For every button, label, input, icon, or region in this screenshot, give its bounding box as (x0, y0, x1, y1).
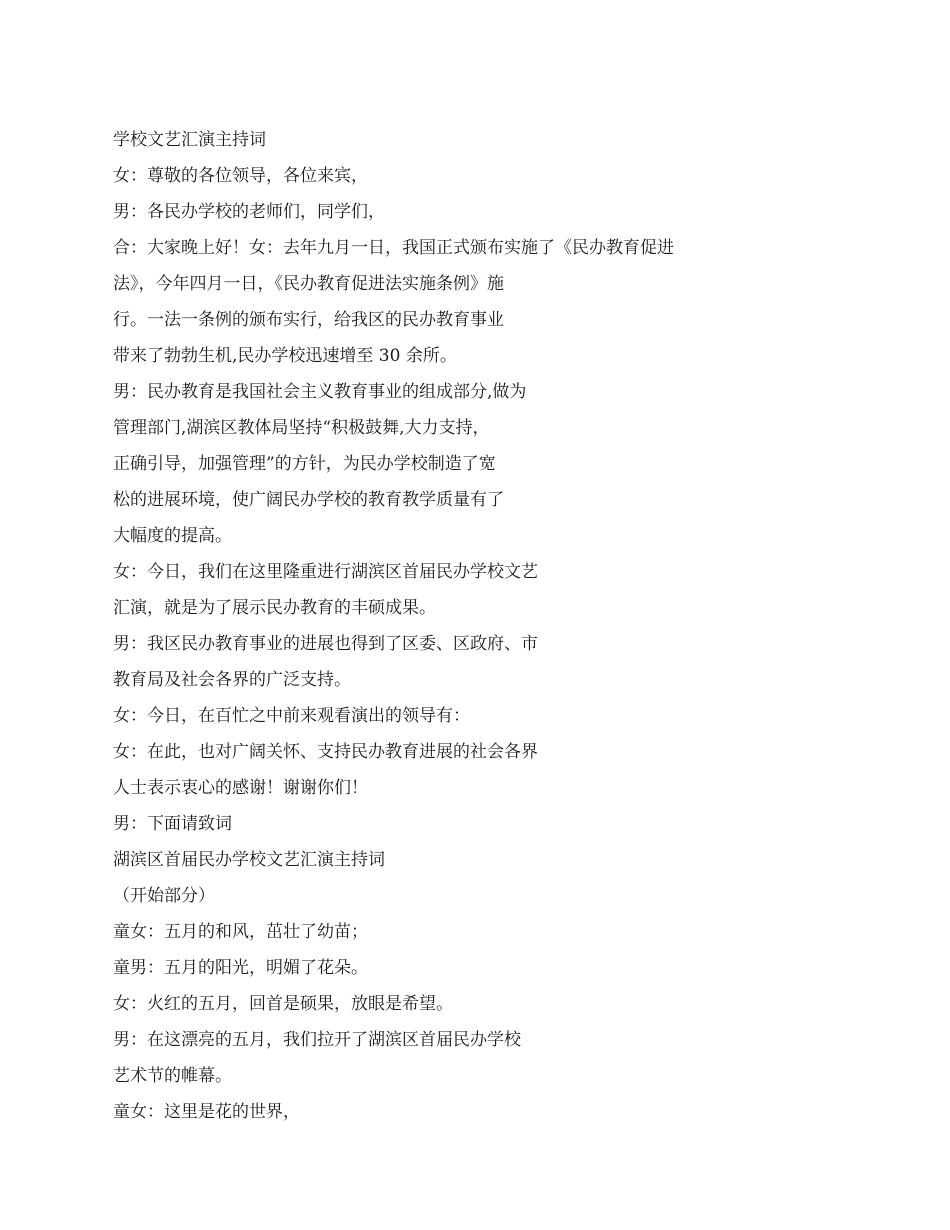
text-line: 行。一法一条例的颁布实行，给我区的民办教育事业 (113, 310, 504, 330)
text-line: 艺术节的帷幕。 (113, 1066, 232, 1086)
text-line: 人士表示衷心的感谢！谢谢你们！ (113, 778, 368, 798)
text-line: 教育局及社会各界的广泛支持。 (113, 670, 351, 690)
text-line: 女：火红的五月，回首是硕果，放眼是希望。 (113, 994, 453, 1014)
text-line: 合：大家晚上好！女：去年九月一日，我国正式颁布实施了《民办教育促进 (113, 238, 674, 258)
section-title: 湖滨区首届民办学校文艺汇演主持词 (113, 850, 385, 870)
text-line: 男：下面请致词 (113, 814, 232, 834)
text-line: 正确引导，加强管理”的方针，为民办学校制造了宽 (113, 454, 496, 474)
text-line: 男：我区民办教育事业的进展也得到了区委、区政府、市 (113, 634, 538, 654)
text-line: 女：今日，在百忙之中前来观看演出的领导有： (113, 706, 470, 726)
text-line: 法》，今年四月一日，《民办教育促进法实施条例》施 (113, 274, 504, 294)
text-line: 女：尊敬的各位领导，各位来宾， (113, 166, 368, 186)
text-line: 男：各民办学校的老师们，同学们， (113, 202, 385, 222)
text-line: 童男：五月的阳光，明媚了花朵。 (113, 958, 368, 978)
text-line: 女：在此，也对广阔关怀、支持民办教育进展的社会各界 (113, 742, 538, 762)
text-line: 大幅度的提高。 (113, 526, 232, 546)
text-line: 女：今日，我们在这里隆重进行湖滨区首届民办学校文艺 (113, 562, 538, 582)
text-line: 童女：五月的和风，茁壮了幼苗； (113, 922, 368, 942)
text-line: 男：在这漂亮的五月，我们拉开了湖滨区首届民办学校 (113, 1030, 521, 1050)
text-line: 管理部门,湖滨区教体局坚持“积极鼓舞,大力支持， (113, 418, 490, 438)
document-title: 学校文艺汇演主持词 (113, 130, 266, 150)
text-line: 松的进展环境，使广阔民办学校的教育教学质量有了 (113, 490, 504, 510)
document-body (113, 122, 873, 1130)
text-line: 男：民办教育是我国社会主义教育事业的组成部分,做为 (113, 382, 527, 402)
text-line: 汇演，就是为了展示民办教育的丰硕成果。 (113, 598, 436, 618)
text-line: 带来了勃勃生机,民办学校迅速增至 30 余所。 (113, 346, 457, 366)
section-subtitle: （开始部分） (113, 886, 215, 906)
text-line: 童女：这里是花的世界， (113, 1102, 300, 1122)
